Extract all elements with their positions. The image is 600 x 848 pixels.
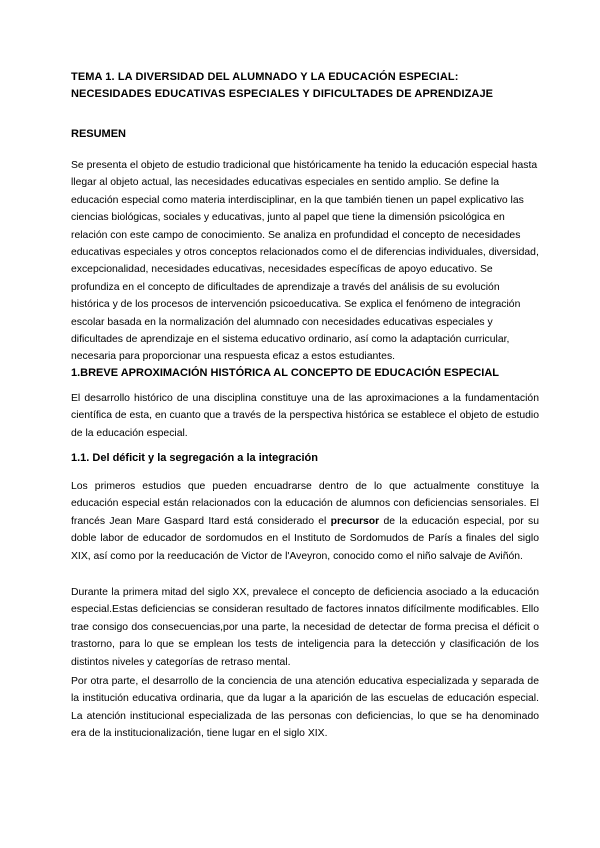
resumen-heading: RESUMEN	[71, 128, 127, 140]
paragraph-text: Los primeros estudios que pueden encuadrarse dentro de lo que actualmente constituye la educación especial están relacionados con la educación de alumnos con deficiencias sensoriales. El francés Jean Mare Gaspard Itard está considerado el	[71, 481, 539, 527]
section-1-heading: 1.BREVE APROXIMACIÓN HISTÓRICA AL CONCEPTO DE EDUCACIÓN ESPECIAL	[71, 367, 500, 379]
document-title	[71, 69, 541, 103]
title-line-1: TEMA 1. LA DIVERSIDAD DEL ALUMNADO Y LA EDUCACIÓN ESPECIAL:	[71, 71, 459, 83]
bold-term: precursor	[330, 515, 380, 527]
subsection-paragraph-3: Por otra parte, el desarrollo de la conciencia de una atención educativa especializada y separada de la institución educativa ordinaria, que da lugar a la aparición de las escuelas de educación especial. La atención institucional especializada de las personas con deficiencias, lo que se ha denominado era de la institucionalización, tiene lugar en el siglo XIX.	[71, 676, 539, 740]
paragraph-text: de la educación especial, por su doble labor de educador de sordomudos en el Instituto de Sordomudos de París a finales del siglo XIX, así como por la reeducación de Victor de l'Aveyron, conocido como el niño salvaje de Aviñón.	[71, 515, 540, 562]
section-1-intro-paragraph: El desarrollo histórico de una disciplina constituye una de las aproximaciones a la fundamentación científica de esta, en cuanto que a través de la perspectiva histórica se establece el objeto de estudio de la educación especial.	[71, 393, 539, 439]
subsection-1-1-heading: 1.1. Del déficit y la segregación a la integración	[71, 452, 318, 464]
subsection-paragraph-1	[71, 478, 539, 565]
resumen-paragraph: Se presenta el objeto de estudio tradicional que históricamente ha tenido la educación especial hasta llegar al objeto actual, las necesidades educativas especiales en sentido amplio. Se define la educación especial como materia interdisciplinar, en la que también tienen un papel explicativo las ciencias biológicas, sociales y educativas, junto al papel que tiene la dimensión psicológica en relación con este campo de conocimiento. Se analiza en profundidad el concepto de necesidades educativas especiales y otros conceptos relacionados como el de diferencias individuales, diversidad, excepcionalidad, necesidades educativas, necesidades específicas de apoyo educativo. Se profundiza en el concepto de dificultades de aprendizaje a través del análisis de su evolución histórica y de los procesos de intervención psicoeducativa. Se explica el fenómeno de integración escolar basada en la normalización del alumnado con necesidades educativas especiales y dificultades de aprendizaje en el sistema educativo ordinario, así como la adaptación curricular, necesaria para proporcionar una respuesta eficaz a estos estudiantes.	[71, 160, 539, 363]
title-line-2: NECESIDADES EDUCATIVAS ESPECIALES Y DIFICULTADES DE APRENDIZAJE	[71, 88, 494, 100]
subsection-paragraph-2: Durante la primera mitad del siglo XX, prevalece el concepto de deficiencia asociado a la educación especial.Estas deficiencias se consideran resultado de factores innatos difícilmente modificables. Ello trae consigo dos consecuencias,por una parte, la necesidad de detectar de forma precisa el déficit o trastorno, para lo que se emplean los tests de inteligencia para la detección y clasificación de los distintos niveles y categorías de retraso mental.	[71, 587, 539, 668]
